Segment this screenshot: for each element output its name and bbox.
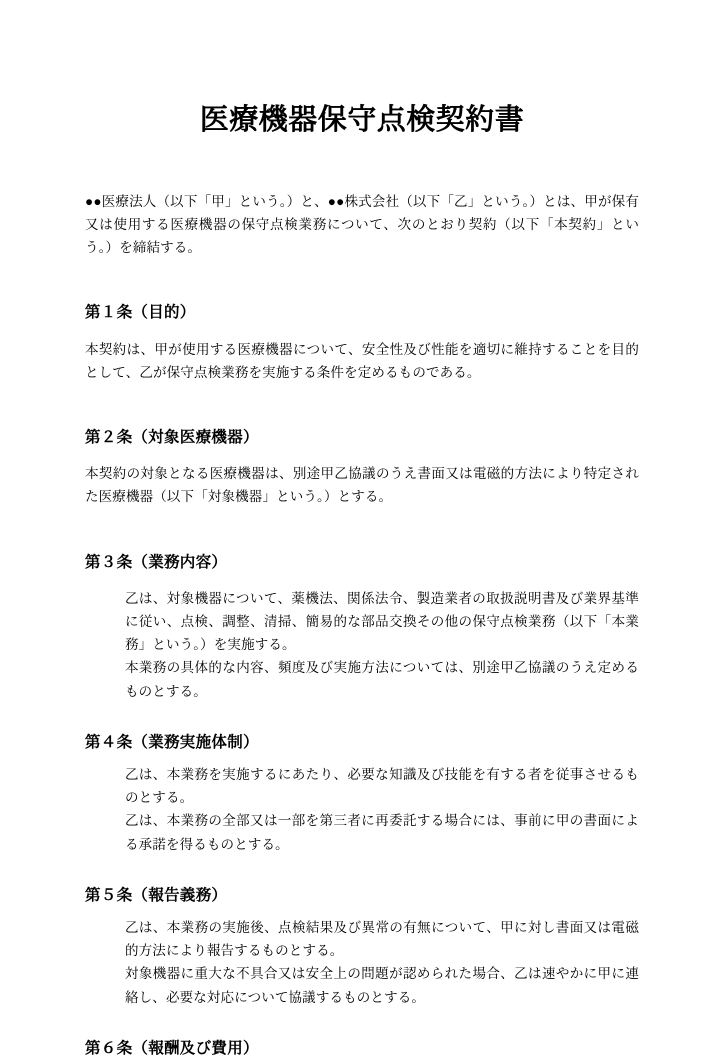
article-4 [85, 733, 639, 856]
spacer [85, 1009, 639, 1039]
article-3-paragraph-2: 本業務の具体的な内容、頻度及び実施方法については、別途甲乙協議のうえ定めるものとする。 [125, 660, 639, 699]
spacer [85, 509, 639, 553]
article-4-paragraph-1: 乙は、本業務を実施するにあたり、必要な知識及び技能を有する者を従事させるものとする。 [125, 766, 639, 806]
article-4-heading: 第４条（業務実施体制） [85, 733, 259, 751]
article-4-paragraph-2: 乙は、本業務の全部又は一部を第三者に再委託する場合には、事前に甲の書面による承諾を得るものとする。 [125, 813, 639, 852]
article-1-paragraph-1: 本契約は、甲が使用する医療機器について、安全性及び性能を適切に維持することを目的として、乙が保守点検業務を実施する条件を定めるものである。 [85, 341, 639, 380]
article-3 [85, 553, 639, 703]
article-6 [85, 1039, 639, 1059]
spacer [85, 906, 639, 916]
preamble-paragraph: ●●医療法人（以下「甲」という。）と、●●株式会社（以下「乙」という。）とは、甲が保有又は使用する医療機器の保守点検業務について、次のとおり契約（以下「本契約」という。）を締結する。 [85, 193, 639, 256]
spacer [85, 259, 639, 303]
spacer [85, 324, 639, 338]
article-2-heading: 第２条（対象医療機器） [85, 429, 259, 447]
article-3-heading: 第３条（業務内容） [85, 553, 228, 571]
spacer [85, 856, 639, 886]
article-6-heading: 第６条（報酬及び費用） [85, 1039, 259, 1057]
spacer [85, 703, 639, 733]
article-5-paragraph-1: 乙は、本業務の実施後、点検結果及び異常の有無について、甲に対し書面又は電磁的方法により報告するものとする。 [125, 920, 639, 959]
article-1-heading: 第１条（目的） [85, 304, 196, 322]
article-2-paragraph-1: 本契約の対象となる医療機器は、別途甲乙協議のうえ書面又は電磁的方法により特定された医療機器（以下「対象機器」という。）とする。 [85, 466, 639, 505]
article-5 [85, 886, 639, 1009]
article-5-paragraph-2: 対象機器に重大な不具合又は安全上の問題が認められた場合、乙は速やかに甲に連絡し、必要な対応について協議するものとする。 [125, 966, 639, 1005]
spacer [85, 573, 639, 587]
article-2 [85, 428, 639, 509]
spacer [85, 448, 639, 462]
article-3-paragraph-1: 乙は、対象機器について、薬機法、関係法令、製造業者の取扱説明書及び業界基準に従い、点検、調整、清掃、簡易的な部品交換その他の保守点検業務（以下「本業務」という。）を実施する。 [125, 590, 639, 653]
article-5-heading: 第５条（報告義務） [85, 886, 228, 904]
article-1 [85, 303, 639, 384]
spacer [85, 753, 639, 763]
spacer [85, 384, 639, 428]
page-title: 医療機器保守点検契約書 [199, 104, 525, 136]
document-content [85, 0, 639, 1059]
